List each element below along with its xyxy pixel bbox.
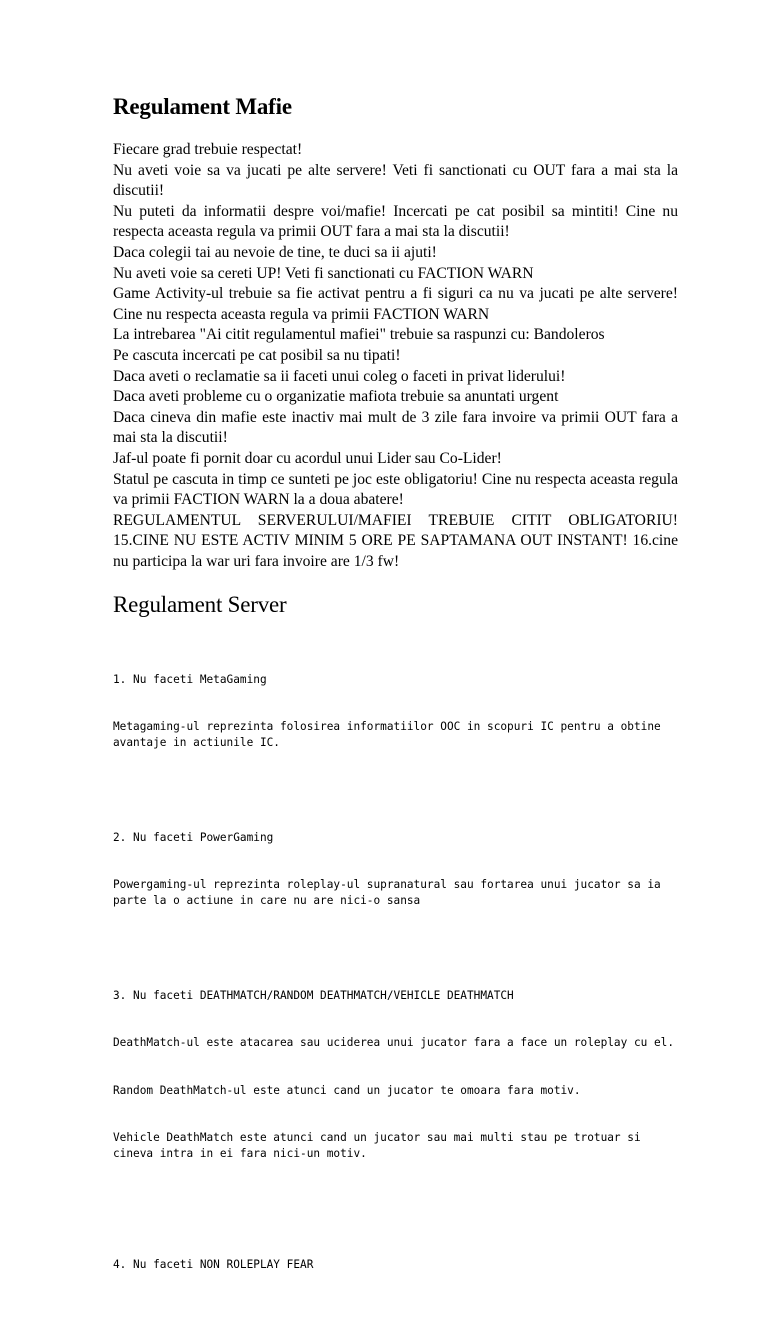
server-rule bbox=[113, 956, 678, 1193]
document-page bbox=[113, 92, 678, 1320]
mafia-rule: Daca aveti o reclamatie sa ii faceti unui coleg o faceti in privat liderului! bbox=[113, 367, 566, 385]
server-rule-text: Powergaming-ul reprezinta roleplay-ul supranatural sau fortarea unui jucator sa ia parte la o actiune in care nu are nici-o sansa bbox=[113, 878, 668, 908]
mafia-rule: Fiecare grad trebuie respectat! bbox=[113, 141, 303, 158]
mafia-rule: Daca cineva din mafie este inactiv mai mult de 3 zile fara invoire va primii OUT fara a mai sta la discutii! bbox=[113, 408, 678, 447]
mafia-rule: Pe cascuta incercati pe cat posibil sa nu tipati! bbox=[113, 346, 401, 364]
server-rule-text: Random DeathMatch-ul este atunci cand un jucator te omoara fara motiv. bbox=[113, 1083, 581, 1097]
server-rule-title: 1. Nu faceti MetaGaming bbox=[113, 673, 267, 687]
mafia-rule: La intrebarea "Ai citit regulamentul mafiei" trebuie sa raspunzi cu: Bandoleros bbox=[113, 326, 605, 344]
server-rule-title: 3. Nu faceti DEATHMATCH/RANDOM DEATHMATCH/VEHICLE DEATHMATCH bbox=[113, 989, 514, 1002]
server-rule bbox=[113, 640, 678, 782]
server-rule-title: 4. Nu faceti NON ROLEPLAY FEAR bbox=[113, 1257, 314, 1271]
mafia-rule: Nu aveti voie sa cereti UP! Veti fi sanctionati cu FACTION WARN bbox=[113, 264, 534, 282]
server-rule-text: DeathMatch-ul este atacarea sau uciderea unui jucator fara a face un roleplay cu el. bbox=[113, 1036, 675, 1050]
mafia-rule: Statul pe cascuta in timp ce sunteti pe joc este obligatoriu! Cine nu respecta aceasta regula va primii FACTION WARN la a doua abatere! bbox=[113, 470, 678, 509]
mafia-rule: Nu aveti voie sa va jucati pe alte servere! Veti fi sanctionati cu OUT fara a mai sta la discutii! bbox=[113, 161, 678, 200]
server-rules-list bbox=[113, 640, 678, 1303]
mafia-rule: REGULAMENTUL SERVERULUI/MAFIEI TREBUIE CITIT OBLIGATORIU! 15.CINE NU ESTE ACTIV MINIM 5 ORE PE SAPTAMANA OUT INSTANT! 16.cine nu participa la war uri fara invoire are 1/3 fw! bbox=[113, 511, 678, 570]
server-rule bbox=[113, 1225, 678, 1304]
server-rule-text: Metagaming-ul reprezinta folosirea informatiilor OOC in scopuri IC pentru a obtine avantaje in actiunile IC. bbox=[113, 720, 668, 750]
mafia-rule: Game Activity-ul trebuie sa fie activat pentru a fi siguri ca nu va jucati pe alte servere! Cine nu respecta aceasta regula va primii FACTION WARN bbox=[113, 285, 678, 323]
mafia-rule: Daca aveti probleme cu o organizatie mafiota trebuie sa anuntati urgent bbox=[113, 388, 559, 406]
mafia-rule: Jaf-ul poate fi pornit doar cu acordul unui Lider sau Co-Lider! bbox=[113, 449, 502, 467]
server-rule-title: 2. Nu faceti PowerGaming bbox=[113, 831, 274, 845]
mafia-rule: Daca colegii tai au nevoie de tine, te duci sa ii ajuti! bbox=[113, 243, 437, 261]
mafia-rules-title: Regulament Mafie bbox=[113, 94, 292, 119]
server-rule bbox=[113, 798, 678, 940]
mafia-rules-list bbox=[113, 140, 678, 572]
mafia-rule: Nu puteti da informatii despre voi/mafie! Incercati pe cat posibil sa mintiti! Cine nu respecta aceasta regula va primii OUT fara a mai sta la discutii! bbox=[113, 202, 678, 241]
server-rule-text: Vehicle DeathMatch este atunci cand un jucator sau mai multi stau pe trotuar si cineva intra in ei fara nici-un motiv. bbox=[113, 1131, 648, 1160]
server-rules-title: Regulament Server bbox=[113, 592, 287, 618]
